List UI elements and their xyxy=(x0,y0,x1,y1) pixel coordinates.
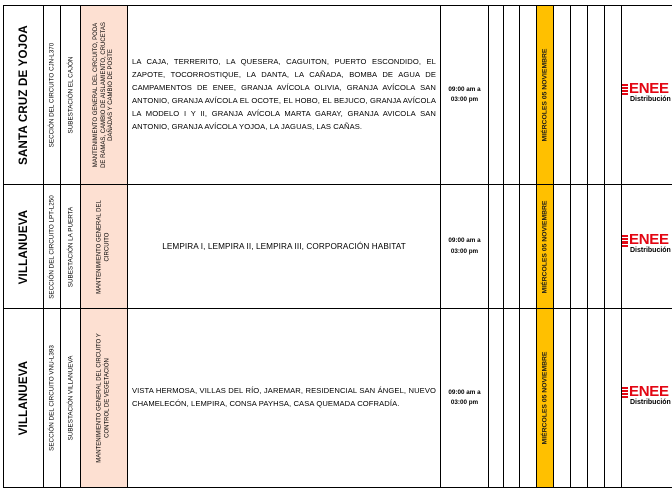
horario-cell xyxy=(441,6,489,185)
empty-day-cell xyxy=(489,309,504,488)
enee-logo-icon xyxy=(622,235,628,250)
municipio-label: SANTA CRUZ DE YOJOA xyxy=(17,25,30,165)
logo-cell xyxy=(622,6,672,185)
logo-brand: ENEE xyxy=(629,79,669,97)
horario-start: 09:00 am a xyxy=(448,237,481,245)
fecha-cell xyxy=(537,309,554,488)
empty-day-cell xyxy=(554,309,571,488)
zonas-cell: LEMPIRA I, LEMPIRA II, LEMPIRA III, CORPORACIÓN HABITAT xyxy=(128,185,441,309)
empty-day-cell xyxy=(571,185,588,309)
actividad-label: MANTENIMIENTO GENERAL DEL CIRCUITO, PODA DE RAMAS, CAMBIO DE AISLAMIENTO, CRUCETAS DAÑADAS Y CAMBIO DE POSTE xyxy=(92,22,114,168)
empty-day-cell xyxy=(489,185,504,309)
table-row xyxy=(4,6,672,185)
fecha-label: MIÉRCOLES 05 NOVIEMBRE xyxy=(541,48,549,142)
seccion-label: SECCIÓN DEL CIRCUITO VNU-L393 xyxy=(48,345,56,451)
municipio-cell xyxy=(4,309,44,488)
fecha-cell xyxy=(537,185,554,309)
seccion-label: SECCIÓN DEL CIRCUITO LPT-L250 xyxy=(48,194,56,299)
subestacion-cell xyxy=(61,309,81,488)
empty-day-cell xyxy=(605,309,622,488)
enee-logo-icon xyxy=(622,84,628,99)
subestacion-cell xyxy=(61,6,81,185)
logo-cell xyxy=(622,185,672,309)
empty-day-cell xyxy=(571,6,588,185)
table-row xyxy=(4,185,672,309)
empty-day-cell xyxy=(554,185,571,309)
zonas-cell: VISTA HERMOSA, VILLAS DEL RÍO, JAREMAR, RESIDENCIAL SAN ÁNGEL, NUEVO CHAMELECÓN, LEMPIRA, CONSA PAYHSA, CASA QUEMADA COFRADÍA. xyxy=(128,309,441,488)
actividad-cell xyxy=(81,309,128,488)
empty-day-cell xyxy=(489,6,504,185)
empty-day-cell xyxy=(605,6,622,185)
seccion-cell xyxy=(44,309,61,488)
enee-logo xyxy=(622,233,672,255)
subestacion-label: SUBESTACIÓN VILLANUEVA xyxy=(67,355,74,441)
logo-cell xyxy=(622,309,672,488)
logo-sub: Distribución xyxy=(630,247,671,254)
zonas-cell: LA CAJA, TERRERITO, LA QUESERA, CAGUITON, PUERTO ESCONDIDO, EL ZAPOTE, TOCORROSTIQUE, LA DANTA, LA CAÑADA, BOMBA DE AGUA DE CAMPAMENTOS DE ENEE, GRANJA AVÍCOLA OLIVIA, GRANJA AVÍCOLA SAN ANTONIO, GRANJA AVÍCOLA EL OCOTE, EL HOBO, EL BEJUCO, GRANJA AVÍCOLA LA MODELO I Y II, GRANJA AVÍCOLA MARTA GARAY, GRANJA AVICOLA SAN ANTONIO, GRANJA AVÍCOLA YOJOA, LA JAGUAS, LAS CAÑAS. xyxy=(128,6,441,185)
logo-brand: ENEE xyxy=(629,382,669,400)
fecha-cell xyxy=(537,6,554,185)
horario-start: 09:00 am a xyxy=(448,388,481,396)
seccion-label: SECCIÓN DEL CIRCUITO CJN-L370 xyxy=(48,42,56,148)
empty-day-cell xyxy=(504,6,520,185)
horario-end: 03:00 pm xyxy=(450,399,479,406)
horario-cell xyxy=(441,309,489,488)
seccion-cell xyxy=(44,6,61,185)
horario-end: 03:00 pm xyxy=(450,247,479,255)
empty-day-cell xyxy=(605,185,622,309)
empty-day-cell xyxy=(520,6,537,185)
logo-sub: Distribución xyxy=(630,95,671,103)
municipio-label: VILLANUEVA xyxy=(17,360,30,436)
horario-end: 03:00 pm xyxy=(450,96,479,103)
table-row xyxy=(4,309,672,488)
horario-start: 09:00 am a xyxy=(448,85,481,93)
outage-schedule-table xyxy=(3,5,672,488)
logo-sub: Distribución xyxy=(630,398,671,406)
subestacion-cell xyxy=(61,185,81,309)
subestacion-label: SUBESTACIÓN EL CAJÓN xyxy=(67,56,74,134)
actividad-label: MANTENIMIENTO GENERAL DEL CIRCUITO xyxy=(96,199,110,294)
enee-logo xyxy=(622,382,672,407)
empty-day-cell xyxy=(504,309,520,488)
empty-day-cell xyxy=(588,6,605,185)
municipio-label: VILLANUEVA xyxy=(17,209,30,284)
empty-day-cell xyxy=(588,309,605,488)
actividad-cell xyxy=(81,6,128,185)
fecha-label: MIÉRCOLES 05 NOVIEMBRE xyxy=(541,200,549,293)
logo-brand: ENEE xyxy=(629,231,669,248)
empty-day-cell xyxy=(520,185,537,309)
empty-day-cell xyxy=(571,309,588,488)
municipio-cell xyxy=(4,6,44,185)
empty-day-cell xyxy=(554,6,571,185)
municipio-cell xyxy=(4,185,44,309)
enee-logo xyxy=(622,79,672,104)
empty-day-cell xyxy=(588,185,605,309)
empty-day-cell xyxy=(520,309,537,488)
actividad-label: MANTENIMIENTO GENERAL DEL CIRCUITO Y CONTROL DE VEGETACIÓN xyxy=(96,333,110,463)
subestacion-label: SUBESTACIÓN LA PUERTA xyxy=(67,206,74,287)
empty-day-cell xyxy=(504,185,520,309)
actividad-cell xyxy=(81,185,128,309)
fecha-label: MIÉRCOLES 05 NOVIEMBRE xyxy=(541,351,549,445)
horario-cell xyxy=(441,185,489,309)
seccion-cell xyxy=(44,185,61,309)
enee-logo-icon xyxy=(622,387,628,402)
